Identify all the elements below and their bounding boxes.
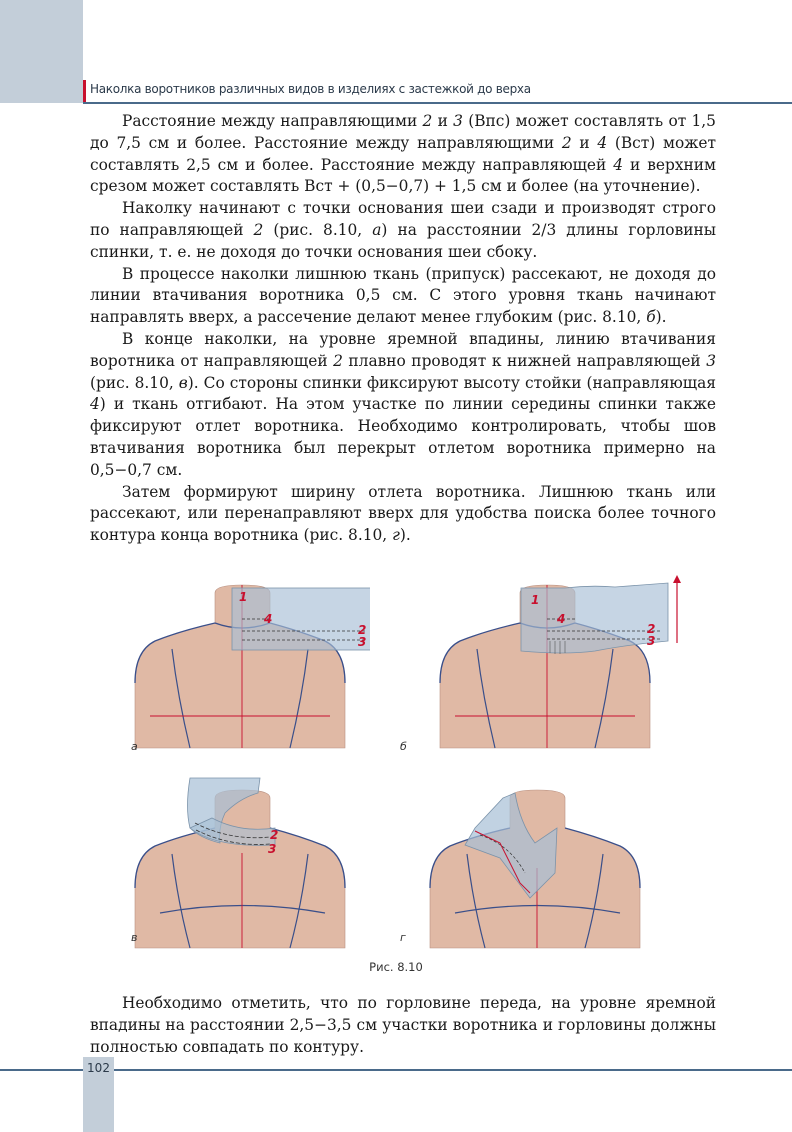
paragraph-3: В процессе наколки лишнюю ткань (припуск) рассекают, не доходя до линии втачивания воротника 0,5 см. С этого уровня ткань начинают направлять вверх, а рассечение делают менее глубоким (рис. 8.10, б).	[90, 264, 716, 327]
footer-rule	[0, 1069, 792, 1071]
header-accent-bar	[83, 80, 86, 103]
marker-1-b: 1	[531, 593, 540, 607]
running-header: Наколка воротников различных видов в изделиях с застежкой до верха	[90, 82, 531, 96]
marker-2-b: 2	[647, 622, 656, 636]
marker-2-v: 2	[270, 828, 279, 842]
marker-4-b: 4	[557, 612, 566, 626]
body-text-lower	[90, 993, 716, 1058]
paragraph-5: Затем формируют ширину отлета воротника. Лишнюю ткань или рассекают, или перенаправляют вверх для удобства поиска более точного контура конца воротника (рис. 8.10, г).	[90, 482, 716, 545]
paragraph-6: Необходимо отметить, что по горловине переда, на уровне яремной впадины на расстоянии 2,5−3,5 см участки воротника и горловины должны полностью совпадать по контуру.	[90, 994, 716, 1056]
figure-b-illustration	[425, 573, 685, 763]
header-rule	[83, 102, 792, 104]
page-number: 102	[87, 1061, 110, 1075]
figure-g-illustration	[425, 773, 665, 953]
marker-3-b: 3	[647, 634, 656, 648]
body-text-upper	[90, 111, 716, 547]
page-tab-top	[0, 0, 83, 103]
paragraph-4: В конце наколки, на уровне яремной впадины, линию втачивания воротника от направляющей 2 плавно проводят к нижней направляющей 3 (рис. 8.10, в). Со стороны спинки фиксируют высоту стойки (направляющая 4) и ткань отгибают. На этом участке по линии середины спинки также фиксируют отлет воротника. Необходимо контролировать, чтобы шов втачивания воротника был перекрыт отлетом воротника примерно на 0,5−0,7 см.	[90, 329, 716, 479]
figure-label-b: б	[400, 740, 407, 753]
figure-a-illustration	[130, 583, 370, 763]
figure-label-v: в	[131, 931, 138, 944]
paragraph-2: Наколку начинают с точки основания шеи сзади и производят строго по направляющей 2 (рис. 8.10, а) на расстоянии 2/3 длины горловины спинки, т. е. не доходя до точки основания шеи сбоку.	[90, 199, 716, 261]
figure-v-illustration	[130, 773, 370, 953]
marker-1: 1	[239, 590, 248, 604]
marker-2: 2	[358, 623, 367, 637]
figure-label-a: а	[131, 740, 138, 753]
paragraph-1: Расстояние между направляющими 2 и 3 (Впс) может составлять от 1,5 до 7,5 см и более. Расстояние между направляющими 2 и 4 (Вст) может составлять 2,5 см и более. Расстояние между направляющей 4 и верхним срезом может составлять Вст + (0,5−0,7) + 1,5 см и более (на уточнение).	[90, 112, 716, 196]
figure-label-g: г	[400, 931, 406, 944]
marker-3: 3	[358, 635, 367, 649]
marker-3-v: 3	[268, 842, 277, 856]
figure-caption: Рис. 8.10	[369, 960, 423, 974]
marker-4: 4	[264, 612, 273, 626]
